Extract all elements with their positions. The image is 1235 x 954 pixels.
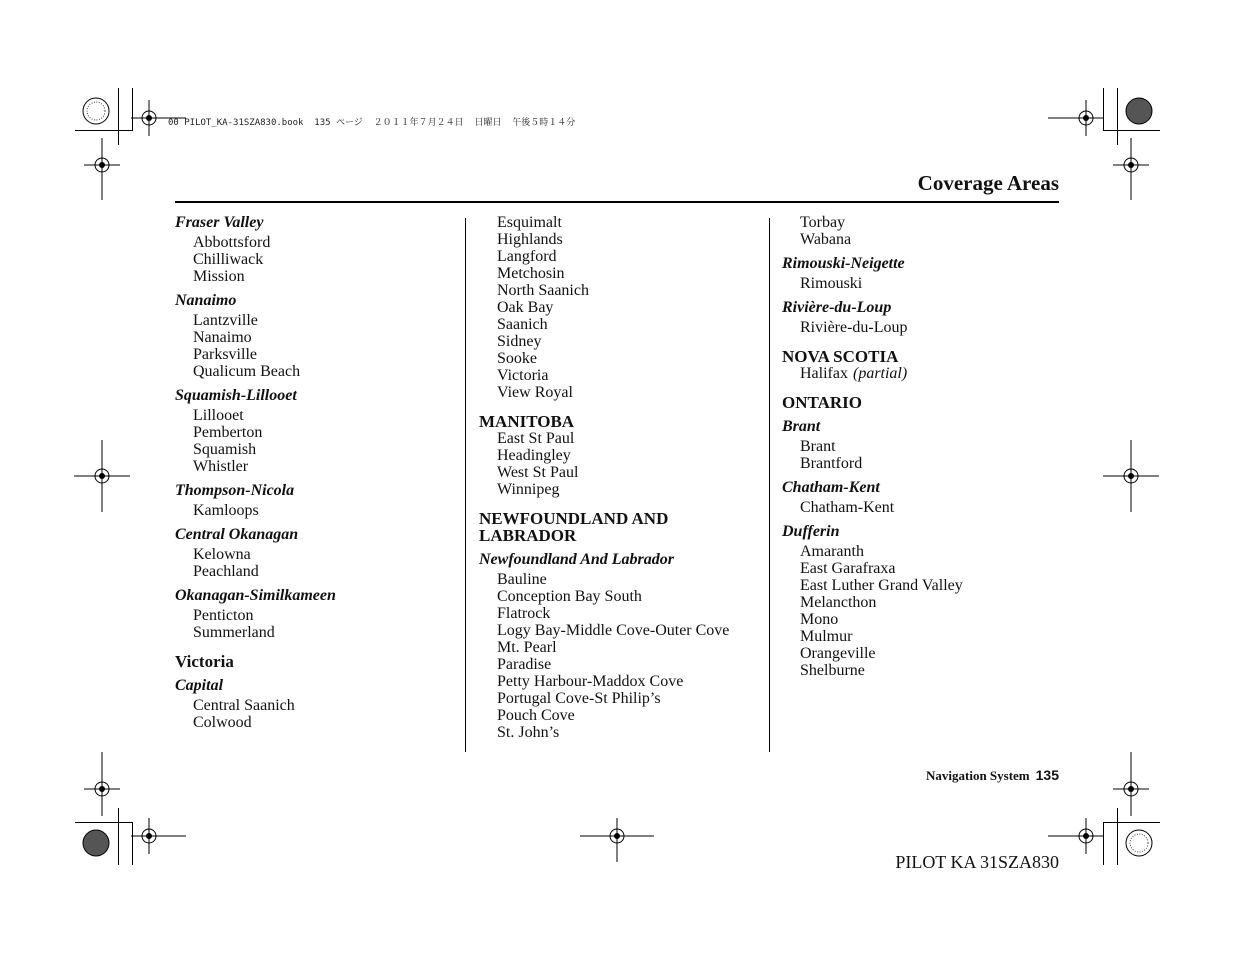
coverage-block — [479, 413, 759, 498]
place-name: Peachland — [193, 563, 259, 580]
list-item — [497, 707, 759, 724]
place-name: Paradise — [497, 656, 552, 673]
list-item — [800, 594, 1052, 611]
subregion-heading: Central Okanagan — [175, 526, 299, 543]
place-list — [782, 499, 1052, 516]
list-item — [800, 560, 1052, 577]
list-item — [497, 571, 759, 588]
place-name: Brant — [800, 438, 836, 455]
column-2 — [479, 214, 759, 741]
list-item — [193, 251, 445, 268]
place-name: Parksville — [193, 346, 257, 363]
place-name: Central Saanich — [193, 697, 295, 714]
document-code: PILOT KA 31SZA830 — [895, 852, 1059, 872]
list-item — [193, 697, 445, 714]
list-item — [193, 424, 445, 441]
list-item — [497, 481, 759, 498]
place-name: Penticton — [193, 607, 254, 624]
column-1 — [175, 214, 445, 731]
list-item — [193, 563, 445, 580]
list-item — [800, 577, 1052, 594]
coverage-block — [175, 587, 445, 641]
subregion-heading: Nanaimo — [175, 292, 237, 309]
list-item — [193, 546, 445, 563]
place-list — [782, 275, 1052, 292]
place-name: Mission — [193, 268, 245, 285]
place-name: Mulmur — [800, 628, 853, 645]
place-name: Flatrock — [497, 605, 551, 622]
list-item — [193, 607, 445, 624]
region-heading: MANITOBA — [479, 412, 575, 431]
page-number: 135 — [1035, 767, 1059, 783]
place-name: Pemberton — [193, 424, 263, 441]
list-item — [193, 458, 445, 475]
list-item — [800, 438, 1052, 455]
place-list — [175, 312, 445, 380]
place-name: Orangeville — [800, 645, 876, 662]
subregion-heading: Chatham-Kent — [782, 479, 880, 496]
place-name: Winnipeg — [497, 481, 560, 498]
list-item — [800, 499, 1052, 516]
place-name: Portugal Cove-St Philip’s — [497, 690, 661, 707]
list-item — [800, 319, 1052, 336]
list-item — [497, 214, 759, 231]
coverage-block — [175, 653, 445, 670]
region-heading: NOVA SCOTIA — [782, 347, 899, 366]
list-item — [497, 588, 759, 605]
coverage-block — [479, 214, 759, 401]
place-name: Qualicum Beach — [193, 363, 301, 380]
list-item — [497, 333, 759, 350]
place-list — [175, 546, 445, 580]
list-item — [193, 714, 445, 731]
place-list — [175, 697, 445, 731]
list-item — [497, 724, 759, 741]
list-item — [497, 248, 759, 265]
place-name: Colwood — [193, 714, 252, 731]
list-item — [497, 265, 759, 282]
coverage-block — [479, 551, 759, 741]
list-item — [800, 645, 1052, 662]
place-name: East St Paul — [497, 430, 575, 447]
coverage-block — [782, 299, 1052, 336]
subregion-heading: Squamish-Lillooet — [175, 387, 297, 404]
subregion-heading: Brant — [782, 418, 821, 435]
list-item — [497, 673, 759, 690]
list-item — [497, 430, 759, 447]
place-name: Petty Harbour-Maddox Cove — [497, 673, 684, 690]
place-name: Headingley — [497, 447, 571, 464]
place-name: Oak Bay — [497, 299, 554, 316]
list-item — [193, 363, 445, 380]
coverage-block — [782, 214, 1052, 248]
place-name: Saanich — [497, 316, 548, 333]
coverage-block — [175, 526, 445, 580]
place-name: Mt. Pearl — [497, 639, 557, 656]
place-name: Kelowna — [193, 546, 251, 563]
place-list — [782, 365, 1052, 382]
list-item — [497, 384, 759, 401]
coverage-block — [782, 394, 1052, 411]
place-list — [175, 607, 445, 641]
list-item — [193, 502, 445, 519]
list-item — [800, 231, 1052, 248]
place-name: Sooke — [497, 350, 537, 367]
footer-section: Navigation System — [926, 768, 1030, 783]
place-name: Logy Bay-Middle Cove-Outer Cove — [497, 622, 730, 639]
subregion-heading: Thompson-Nicola — [175, 482, 295, 499]
coverage-block — [175, 482, 445, 519]
list-item — [800, 662, 1052, 679]
coverage-block — [782, 348, 1052, 382]
place-name: Victoria — [497, 367, 549, 384]
coverage-block — [782, 479, 1052, 516]
coverage-block — [782, 523, 1052, 679]
place-name: East Garafraxa — [800, 560, 896, 577]
place-list — [479, 214, 759, 401]
coverage-block — [175, 214, 445, 285]
place-name: Mono — [800, 611, 839, 628]
place-list — [782, 438, 1052, 472]
place-list — [175, 502, 445, 519]
coverage-block — [782, 255, 1052, 292]
place-name: Chatham-Kent — [800, 499, 895, 516]
place-name: Wabana — [800, 231, 852, 248]
title-rule — [175, 201, 1059, 203]
list-item — [193, 234, 445, 251]
list-item — [193, 329, 445, 346]
page-title: Coverage Areas — [917, 171, 1059, 195]
place-name: Squamish — [193, 441, 257, 458]
place-list — [782, 543, 1052, 679]
place-name: Melancthon — [800, 594, 877, 611]
list-item — [497, 690, 759, 707]
column-3 — [782, 214, 1052, 679]
list-item — [800, 365, 1052, 382]
column-divider — [465, 218, 466, 752]
list-item — [193, 624, 445, 641]
list-item — [800, 275, 1052, 292]
list-item — [497, 316, 759, 333]
place-name: Whistler — [193, 458, 249, 475]
list-item — [800, 628, 1052, 645]
place-name: Langford — [497, 248, 557, 265]
list-item — [193, 407, 445, 424]
subregion-heading: Rivière-du-Loup — [782, 299, 892, 316]
place-name: North Saanich — [497, 282, 589, 299]
file-info-header: 00 PILOT_KA-31SZA830.book 135 ページ ２０１１年７月２４日 日曜日 午後５時１４分 — [168, 118, 576, 128]
list-item — [497, 282, 759, 299]
place-name: East Luther Grand Valley — [800, 577, 963, 594]
place-name: Metchosin — [497, 265, 565, 282]
place-list — [175, 234, 445, 285]
list-item — [193, 268, 445, 285]
list-item — [800, 611, 1052, 628]
list-item — [497, 622, 759, 639]
place-name: Conception Bay South — [497, 588, 642, 605]
list-item — [497, 656, 759, 673]
region-heading: ONTARIO — [782, 393, 862, 412]
place-list — [479, 571, 759, 741]
coverage-block — [175, 292, 445, 380]
region-heading: Victoria — [175, 652, 234, 671]
list-item — [497, 299, 759, 316]
subregion-heading: Newfoundland And Labrador — [479, 551, 674, 568]
list-item — [497, 231, 759, 248]
place-name: Highlands — [497, 231, 563, 248]
place-name: Brantford — [800, 455, 863, 472]
list-item — [497, 464, 759, 481]
list-item — [800, 214, 1052, 231]
place-list — [782, 319, 1052, 336]
list-item — [497, 605, 759, 622]
coverage-block — [175, 387, 445, 475]
place-name: West St Paul — [497, 464, 579, 481]
place-name: St. John’s — [497, 724, 560, 741]
list-item — [800, 543, 1052, 560]
place-name: Esquimalt — [497, 214, 562, 231]
place-name: Rivière-du-Loup — [800, 319, 908, 336]
place-name: Bauline — [497, 571, 547, 588]
subregion-heading: Dufferin — [782, 523, 840, 540]
list-item — [497, 350, 759, 367]
place-name: Lillooet — [193, 407, 244, 424]
place-list — [479, 430, 759, 498]
coverage-block — [782, 418, 1052, 472]
list-item — [193, 346, 445, 363]
list-item — [800, 455, 1052, 472]
place-name: Nanaimo — [193, 329, 252, 346]
subregion-heading: Capital — [175, 677, 224, 694]
footer-nav — [926, 767, 1059, 784]
list-item — [497, 447, 759, 464]
place-name: Abbottsford — [193, 234, 271, 251]
list-item — [497, 367, 759, 384]
place-name: Kamloops — [193, 502, 259, 519]
coverage-note: (partial) — [852, 365, 908, 382]
place-name: Halifax — [800, 365, 848, 382]
place-name: Pouch Cove — [497, 707, 575, 724]
column-divider — [769, 218, 770, 752]
place-name: View Royal — [497, 384, 573, 401]
subregion-heading: Okanagan-Similkameen — [175, 587, 336, 604]
region-heading: NEWFOUNDLAND AND LABRADOR — [479, 509, 669, 545]
place-name: Sidney — [497, 333, 542, 350]
subregion-heading: Rimouski-Neigette — [782, 255, 905, 272]
place-name: Chilliwack — [193, 251, 264, 268]
place-list — [782, 214, 1052, 248]
coverage-block — [479, 510, 759, 544]
place-name: Rimouski — [800, 275, 863, 292]
list-item — [497, 639, 759, 656]
place-name: Amaranth — [800, 543, 864, 560]
list-item — [193, 312, 445, 329]
place-name: Shelburne — [800, 662, 865, 679]
coverage-block — [175, 677, 445, 731]
list-item — [193, 441, 445, 458]
place-name: Torbay — [800, 214, 846, 231]
place-name: Lantzville — [193, 312, 258, 329]
place-list — [175, 407, 445, 475]
place-name: Summerland — [193, 624, 275, 641]
subregion-heading: Fraser Valley — [175, 214, 264, 231]
